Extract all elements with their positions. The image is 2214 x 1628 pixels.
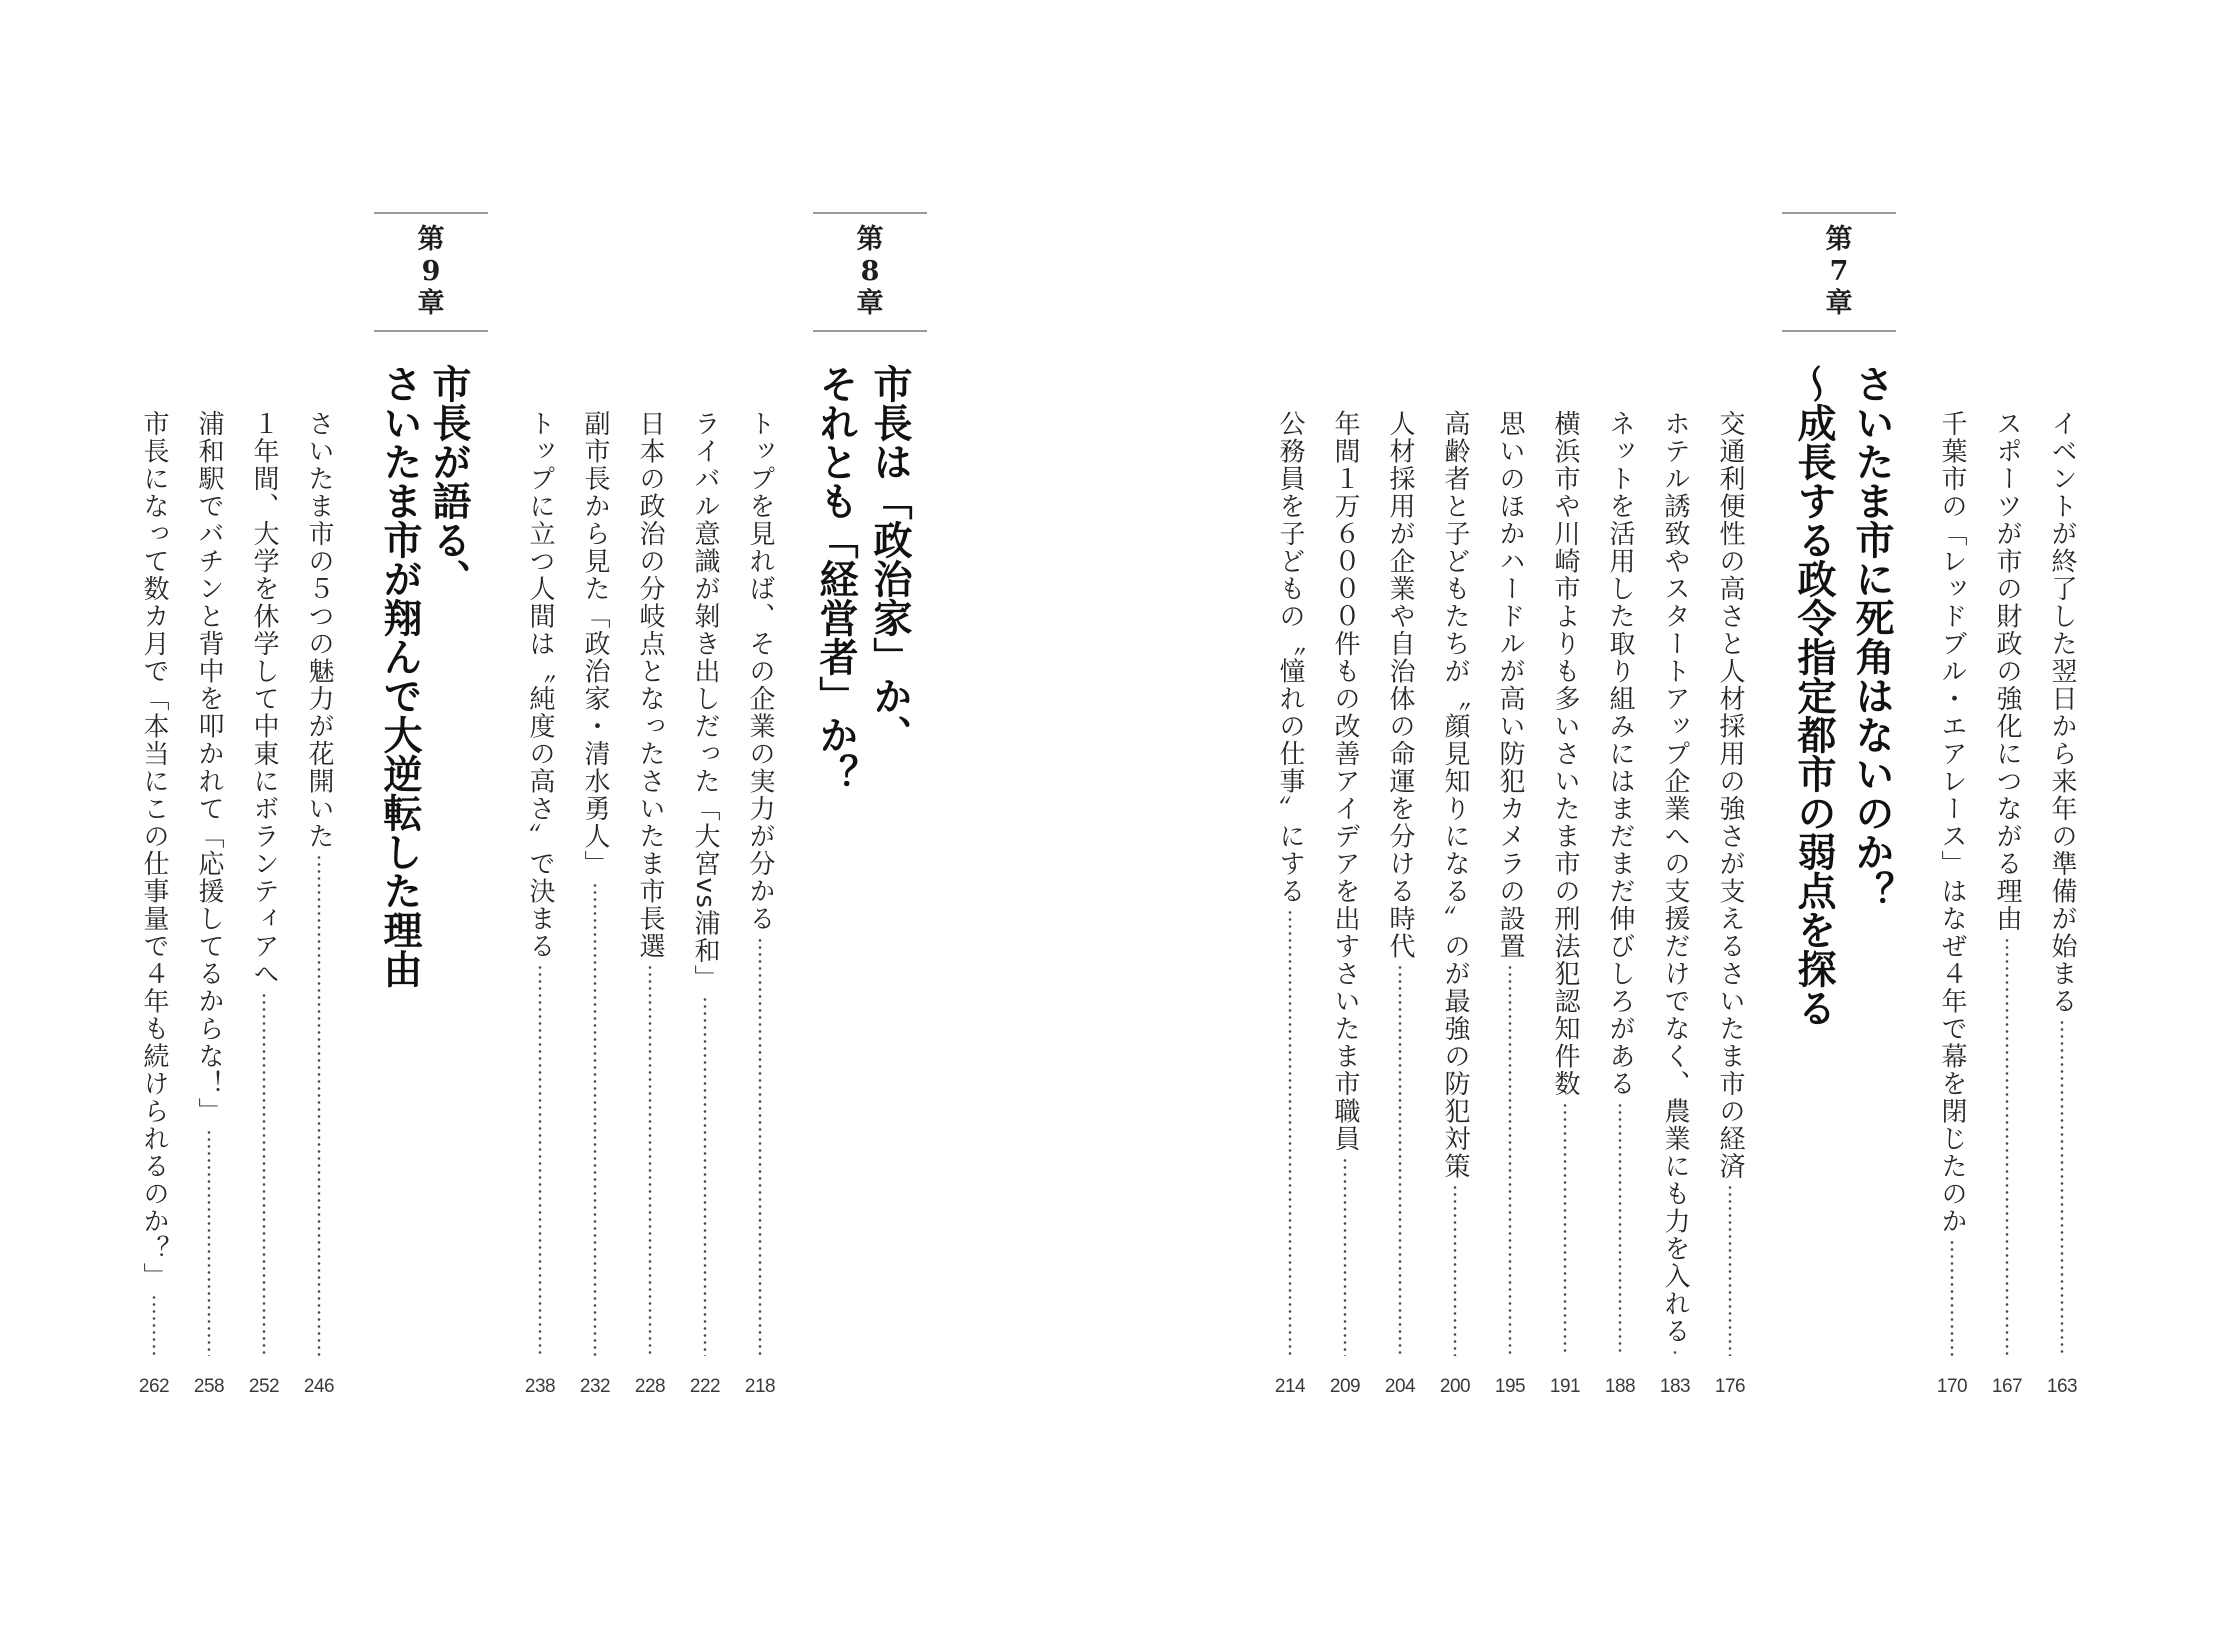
toc-page-number: 262 <box>138 1376 170 1397</box>
dot-leader <box>1398 964 1402 1356</box>
toc-entry-title: 千葉市の「レッドブル・エアレース」はなぜ４年で幕を閉じたのか <box>1937 410 1967 1235</box>
toc-page-number: 167 <box>1991 1376 2023 1397</box>
toc-entry-title: 高齢者と子どもたちが〝顔見知りになる〟のが最強の防犯対策 <box>1440 410 1470 1180</box>
chapter-9-title-line-2: さいたま市が翔んで大逆転した理由 <box>377 364 423 988</box>
toc-entry-title: ホテル誘致やスタートアップ企業への支援だけでなく、農業にも力を入れる <box>1660 410 1690 1345</box>
toc-entry-title: イベントが終了した翌日から来年の準備が始まる <box>2047 410 2077 1015</box>
toc-entry <box>630 410 670 1356</box>
toc-entry-title: 思いのほかハードルが高い防犯カメラの設置 <box>1495 410 1525 960</box>
dot-leader <box>317 854 321 1356</box>
toc-page-number: 222 <box>689 1376 721 1397</box>
toc-page-number: 176 <box>1714 1376 1746 1397</box>
dot-leader <box>648 964 652 1356</box>
toc-entry <box>520 410 560 1356</box>
toc-entry-title: ライバル意識が剝き出しだった「大宮vs浦和」 <box>690 410 720 992</box>
toc-entry <box>1490 410 1530 1356</box>
chapter-suffix: 章 <box>417 288 445 319</box>
chapter-number: 8 <box>860 256 880 287</box>
toc-entry-title: 公務員を子どもの〝憧れの仕事〟にする <box>1275 410 1305 905</box>
chapter-suffix: 章 <box>1825 288 1853 319</box>
dot-leader <box>1950 1239 1954 1356</box>
toc-page-number: 214 <box>1274 1376 1306 1397</box>
dot-leader <box>1508 964 1512 1356</box>
toc-entry <box>2042 410 2082 1356</box>
toc-entry-title: 人材採用が企業や自治体の命運を分ける時代 <box>1385 410 1415 960</box>
toc-page-number: 238 <box>524 1376 556 1397</box>
toc-entry-title: ネットを活用した取り組みにはまだまだ伸びしろがある <box>1605 410 1635 1098</box>
toc-page-number: 258 <box>193 1376 225 1397</box>
toc-entry <box>1710 410 1750 1356</box>
chapter-number: 9 <box>421 256 441 287</box>
chapter-8-title-line-1: 市長は「政治家」か、 <box>867 364 913 754</box>
chapter-9-heading <box>374 212 488 332</box>
chapter-prefix: 第 <box>417 224 445 255</box>
chapter-8-title-line-2: それとも「経営者」か？ <box>813 364 859 793</box>
toc-entry <box>189 410 229 1356</box>
toc-entry <box>299 410 339 1356</box>
chapter-prefix: 第 <box>856 224 884 255</box>
dot-leader <box>1673 1349 1677 1356</box>
dot-leader <box>703 996 707 1356</box>
dot-leader <box>538 964 542 1356</box>
toc-entry <box>1655 410 1695 1356</box>
chapter-7-title-line-1: さいたま市に死角はないのか？ <box>1849 364 1895 910</box>
dot-leader <box>1618 1102 1622 1357</box>
toc-entry <box>1325 410 1365 1356</box>
toc-page-number: 204 <box>1384 1376 1416 1397</box>
toc-entry-title: トップを見れば、その企業の実力が分かる <box>745 410 775 933</box>
chapter-9-title-line-1: 市長が語る、 <box>426 364 472 598</box>
chapter-prefix: 第 <box>1825 224 1853 255</box>
toc-entry <box>244 410 284 1356</box>
toc-entry <box>1270 410 1310 1356</box>
toc-entry-title: １年間、大学を休学して中東にボランティアへ <box>249 410 279 988</box>
toc-entry <box>1987 410 2027 1356</box>
dot-leader <box>1288 909 1292 1356</box>
toc-entry-title: スポーツが市の財政の強化につながる理由 <box>1992 410 2022 933</box>
toc-page-number: 170 <box>1936 1376 1968 1397</box>
toc-entry <box>134 410 174 1356</box>
dot-leader <box>758 937 762 1357</box>
dot-leader <box>2060 1019 2064 1356</box>
toc-entry <box>685 410 725 1356</box>
toc-entry-title: 年間１万６０００件もの改善アイデアを出すさいたま市職員 <box>1330 410 1360 1153</box>
toc-entry-title: 横浜市や川崎市よりも多いさいたま市の刑法犯認知件数 <box>1550 410 1580 1098</box>
dot-leader <box>593 882 597 1357</box>
chapter-number: 7 <box>1829 256 1849 287</box>
toc-page-number: 228 <box>634 1376 666 1397</box>
dot-leader <box>1728 1184 1732 1356</box>
toc-entry-title: さいたま市の５つの魅力が花開いた <box>304 410 334 850</box>
dot-leader <box>2005 937 2009 1357</box>
toc-entry <box>575 410 615 1356</box>
toc-entry-title: 市長になって数カ月で「本当にこの仕事量で４年も続けられるのか？」 <box>139 410 169 1290</box>
toc-page-number: 232 <box>579 1376 611 1397</box>
dot-leader <box>207 1129 211 1356</box>
toc-entry <box>740 410 780 1356</box>
toc-page-number: 188 <box>1604 1376 1636 1397</box>
toc-entry <box>1435 410 1475 1356</box>
chapter-7-title-line-2: ～成長する政令指定都市の弱点を探る <box>1791 364 1837 1027</box>
chapter-7-heading <box>1782 212 1896 332</box>
chapter-suffix: 章 <box>856 288 884 319</box>
dot-leader <box>262 992 266 1357</box>
toc-entry-title: 日本の政治の分岐点となったさいたま市長選 <box>635 410 665 960</box>
toc-page-number: 191 <box>1549 1376 1581 1397</box>
toc-entry <box>1545 410 1585 1356</box>
dot-leader <box>1563 1102 1567 1357</box>
toc-page-number: 218 <box>744 1376 776 1397</box>
toc-entry <box>1932 410 1972 1356</box>
chapter-8-heading <box>813 212 927 332</box>
toc-entry <box>1380 410 1420 1356</box>
toc-page-number: 200 <box>1439 1376 1471 1397</box>
toc-page-number: 252 <box>248 1376 280 1397</box>
toc-page-number: 209 <box>1329 1376 1361 1397</box>
dot-leader <box>152 1294 156 1356</box>
toc-entry-title: 浦和駅でバチンと背中を叩かれて「応援してるからな！」 <box>194 410 224 1125</box>
dot-leader <box>1453 1184 1457 1356</box>
toc-entry-title: 交通利便性の高さと人材採用の強さが支えるさいたま市の経済 <box>1715 410 1745 1180</box>
toc-page-number: 246 <box>303 1376 335 1397</box>
toc-entry-title: 副市長から見た「政治家・清水勇人」 <box>580 410 610 878</box>
toc-entry-title: トップに立つ人間は〝純度の高さ〟で決まる <box>525 410 555 960</box>
toc-page-number: 163 <box>2046 1376 2078 1397</box>
toc-page-number: 195 <box>1494 1376 1526 1397</box>
dot-leader <box>1343 1157 1347 1357</box>
toc-entry <box>1600 410 1640 1356</box>
toc-page-number: 183 <box>1659 1376 1691 1397</box>
